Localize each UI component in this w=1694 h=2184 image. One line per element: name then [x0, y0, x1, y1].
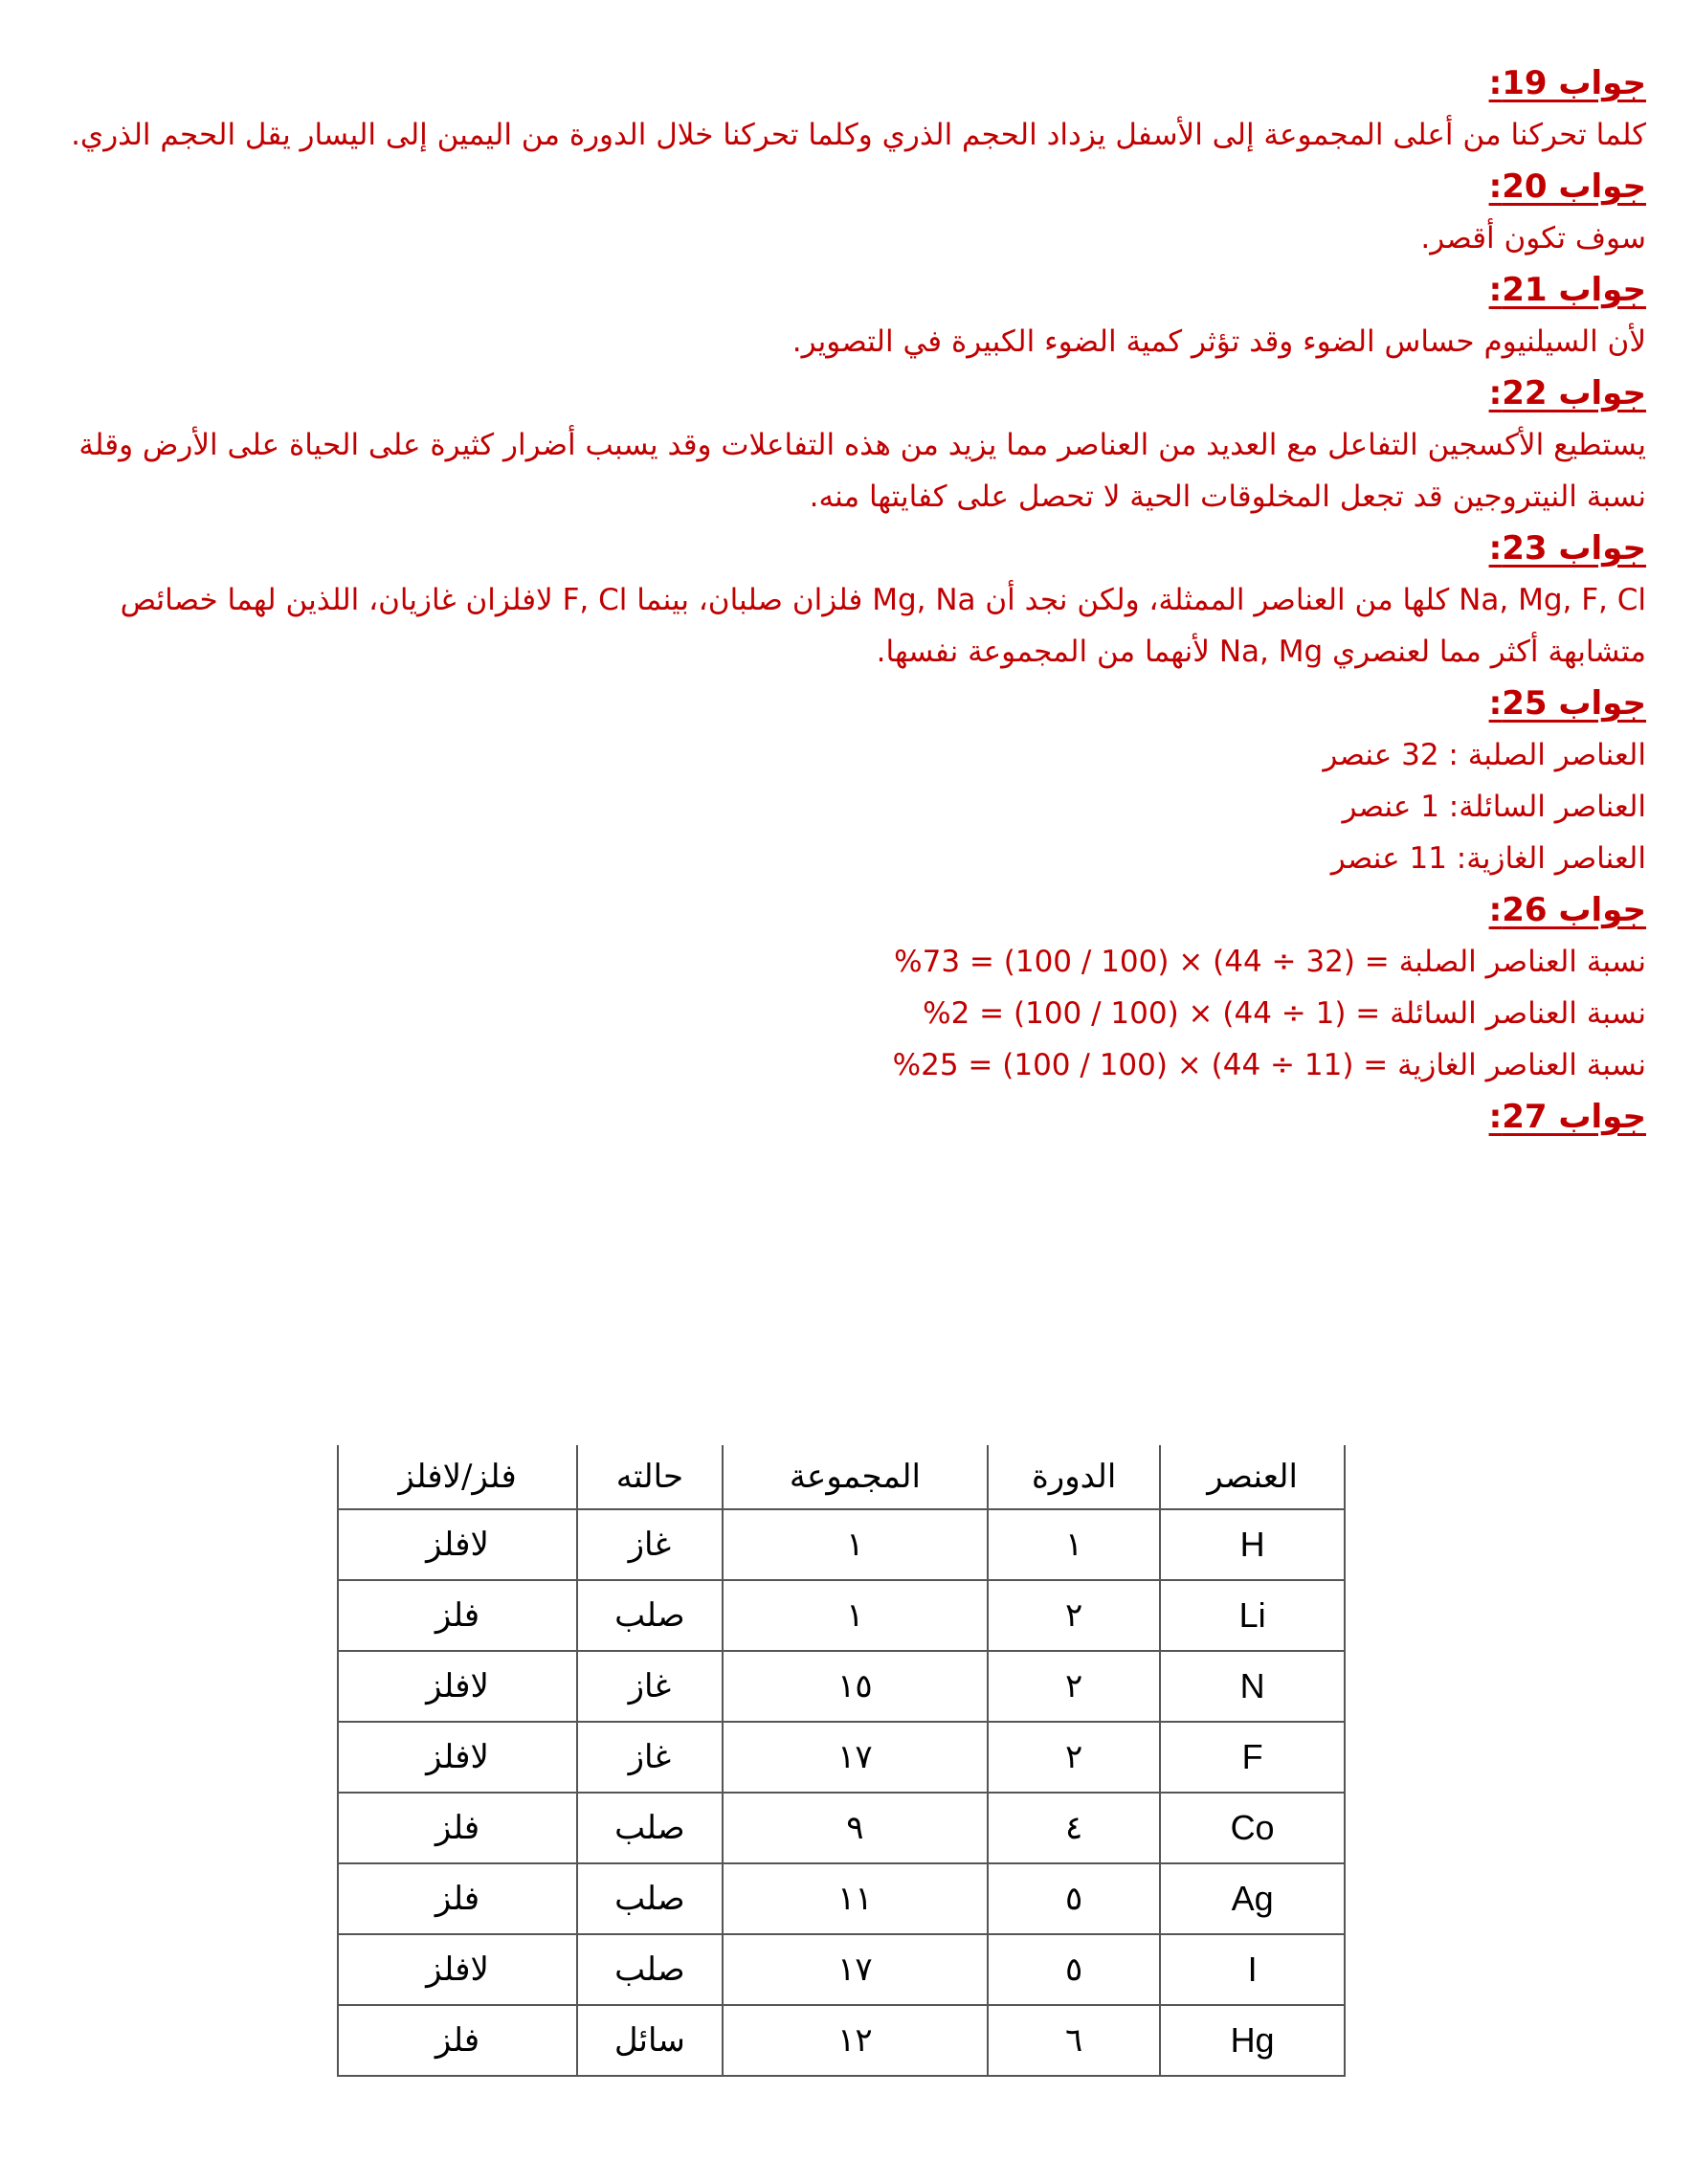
cell-period: ٦ — [988, 2005, 1160, 2076]
cell-group: ١ — [723, 1509, 988, 1580]
answer-21-text: لأن السيلنيوم حساس الضوء وقد تؤثر كمية الضوء الكبيرة في التصوير. — [791, 324, 1646, 359]
cell-element: Li — [1160, 1580, 1345, 1651]
answer-26-gas-ratio: نسبة العناصر الغازية = (11 ÷ 44) × (100 / 100) = 25% — [892, 1048, 1646, 1082]
cell-type: فلز — [338, 1863, 577, 1934]
answers-section — [29, 57, 1646, 1143]
answer-25-gas-count: العناصر الغازية: 11 عنصر — [1330, 841, 1646, 876]
cell-group: ١ — [723, 1580, 988, 1651]
table-row — [338, 1793, 1345, 1863]
answer-27-heading: جواب 27: — [1488, 1098, 1646, 1136]
table-row — [338, 1722, 1345, 1793]
cell-type: لافلز — [338, 1509, 577, 1580]
cell-state: غاز — [577, 1509, 723, 1580]
answer-23-heading: جواب 23: — [1488, 529, 1646, 568]
cell-type: لافلز — [338, 1722, 577, 1793]
answer-20-text: سوف تكون أقصر. — [1420, 221, 1646, 256]
table-row — [338, 2005, 1345, 2076]
cell-element: F — [1160, 1722, 1345, 1793]
cell-state: غاز — [577, 1722, 723, 1793]
cell-period: ٢ — [988, 1722, 1160, 1793]
cell-element: I — [1160, 1934, 1345, 2005]
cell-period: ٥ — [988, 1863, 1160, 1934]
cell-element: N — [1160, 1651, 1345, 1722]
cell-group: ١٢ — [723, 2005, 988, 2076]
table-row — [338, 1509, 1345, 1580]
table-row — [338, 1863, 1345, 1934]
header-period: الدورة — [988, 1445, 1160, 1509]
answer-25-heading: جواب 25: — [1488, 684, 1646, 723]
answer-23-text: Na, Mg, F, Cl كلها من العناصر الممثلة، ولكن نجد أن Mg, Na فلزان صلبان، بينما F, Cl لافلزان غازيان، اللذين لهما خصائص متشابهة أكثر مما لعنصري Na, Mg لأنهما من المجموعة نفسها. — [120, 583, 1646, 669]
answer-25-liquid-count: العناصر السائلة: 1 عنصر — [1342, 790, 1646, 824]
header-state: حالته — [577, 1445, 723, 1509]
header-element: العنصر — [1160, 1445, 1345, 1509]
cell-period: ٥ — [988, 1934, 1160, 2005]
answer-19-heading: جواب 19: — [1488, 64, 1646, 102]
cell-state: صلب — [577, 1934, 723, 2005]
cell-group: ١١ — [723, 1863, 988, 1934]
answer-21-heading: جواب 21: — [1488, 271, 1646, 309]
cell-state: سائل — [577, 2005, 723, 2076]
table-row — [338, 1580, 1345, 1651]
cell-period: ١ — [988, 1509, 1160, 1580]
header-metal-nonmetal: فلز/لافلز — [338, 1445, 577, 1509]
cell-type: لافلز — [338, 1651, 577, 1722]
answer-19-text: كلما تحركنا من أعلى المجموعة إلى الأسفل يزداد الحجم الذري وكلما تحركنا خلال الدورة من اليمين إلى اليسار يقل الحجم الذري. — [71, 118, 1646, 152]
cell-group: ٩ — [723, 1793, 988, 1863]
cell-state: غاز — [577, 1651, 723, 1722]
cell-period: ٢ — [988, 1580, 1160, 1651]
cell-element: Co — [1160, 1793, 1345, 1863]
cell-element: H — [1160, 1509, 1345, 1580]
cell-period: ٢ — [988, 1651, 1160, 1722]
cell-element: Hg — [1160, 2005, 1345, 2076]
answer-22-heading: جواب 22: — [1488, 374, 1646, 412]
cell-group: ١٧ — [723, 1722, 988, 1793]
cell-period: ٤ — [988, 1793, 1160, 1863]
answer-26-liquid-ratio: نسبة العناصر السائلة = (1 ÷ 44) × (100 / 100) = 2% — [923, 996, 1646, 1031]
answer-22-text: يستطيع الأكسجين التفاعل مع العديد من العناصر مما يزيد من هذه التفاعلات وقد يسبب أضرار كثيرة على الحياة على الأرض وقلة نسبة النيتروجين قد تجعل المخلوقات الحية لا تحصل على كفايتها منه. — [78, 428, 1646, 514]
cell-type: فلز — [338, 1793, 577, 1863]
cell-state: صلب — [577, 1793, 723, 1863]
answer-20-heading: جواب 20: — [1488, 167, 1646, 206]
elements-table — [337, 1445, 1346, 2077]
answer-26-heading: جواب 26: — [1488, 891, 1646, 929]
table-row — [338, 1934, 1345, 2005]
cell-type: فلز — [338, 2005, 577, 2076]
cell-state: صلب — [577, 1580, 723, 1651]
table-row — [338, 1651, 1345, 1722]
cell-type: لافلز — [338, 1934, 577, 2005]
answer-26-solid-ratio: نسبة العناصر الصلبة = (32 ÷ 44) × (100 / 100) = 73% — [894, 945, 1646, 979]
cell-group: ١٥ — [723, 1651, 988, 1722]
cell-group: ١٧ — [723, 1934, 988, 2005]
cell-type: فلز — [338, 1580, 577, 1651]
cell-element: Ag — [1160, 1863, 1345, 1934]
table-header-row — [338, 1445, 1345, 1509]
header-group: المجموعة — [723, 1445, 988, 1509]
answer-25-solid-count: العناصر الصلبة : 32 عنصر — [1323, 738, 1646, 772]
cell-state: صلب — [577, 1863, 723, 1934]
